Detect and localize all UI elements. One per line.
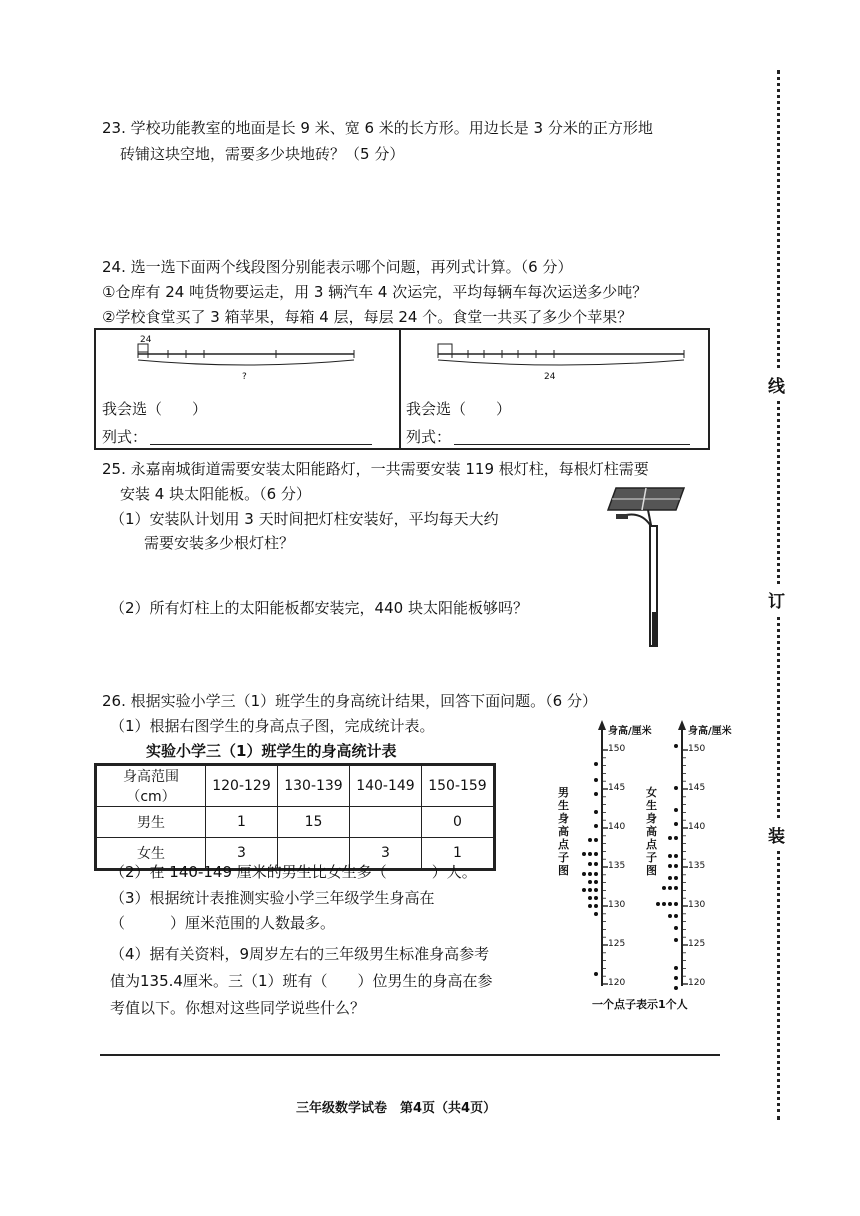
q25-part2: （2）所有灯柱上的太阳能板都安装完，440 块太阳能板够吗？ <box>110 599 528 617</box>
q25-part1-b: 需要安装多少根灯柱？ <box>144 534 295 552</box>
q24-option-1: ①仓库有 24 吨货物要运走，用 3 辆汽车 4 次运完，平均每辆车每次运送多少吨？ <box>102 283 648 301</box>
table-cell[interactable]: 3 <box>349 838 421 870</box>
female-tick-label: 130 <box>688 900 706 910</box>
female-tick-label: 150 <box>688 744 706 754</box>
male-tick-label: 125 <box>608 939 626 949</box>
q24-right-choose[interactable]: 我会选（ ） <box>406 400 512 418</box>
height-stat-table <box>94 763 496 871</box>
binding-label-ding: 订 <box>768 585 785 614</box>
female-tick-label: 140 <box>688 822 706 832</box>
table-row <box>96 807 495 838</box>
q26-part1: （1）根据右图学生的身高点子图，完成统计表。 <box>110 717 435 735</box>
q26-part3-a: （3）根据统计表推测实验小学三年级学生身高在 <box>110 889 435 907</box>
male-tick-label: 130 <box>608 900 626 910</box>
q26-table-title: 实验小学三（1）班学生的身高统计表 <box>146 742 397 760</box>
dot-plot-note: 一个点子表示1个人 <box>592 998 688 1011</box>
table-header-row <box>96 765 495 807</box>
q26-part4-c: 考值以下。你想对这些同学说些什么？ <box>110 999 366 1017</box>
male-tick-label: 145 <box>608 783 626 793</box>
table-cell[interactable]: 0 <box>421 807 494 838</box>
footer-page-info: 三年级数学试卷 第4页（共4页） <box>296 1101 497 1116</box>
table-header-cell: 140-149 <box>349 765 421 807</box>
q26-part2: （2）在 140-149 厘米的男生比女生多（ ）人。 <box>110 863 477 881</box>
q25-line1: 25. 永嘉南城街道需要安装太阳能路灯，一共需要安装 119 根灯柱，每根灯柱需要 <box>102 460 649 478</box>
table-cell[interactable]: 1 <box>206 807 278 838</box>
table-cell: 女生 <box>96 838 206 870</box>
q23-line2: 砖铺这块空地，需要多少块地砖？（5 分） <box>120 145 405 163</box>
female-tick-label: 125 <box>688 939 706 949</box>
binding-label-xian: 线 <box>768 370 785 399</box>
female-tick-label: 145 <box>688 783 706 793</box>
male-tick-label: 120 <box>608 978 626 988</box>
binding-label-zhuang: 装 <box>768 820 785 849</box>
q24-right-bottom-label: 24 <box>544 372 556 382</box>
q24-right-formula-label: 列式： <box>406 428 452 446</box>
table-cell[interactable]: 1 <box>421 838 494 870</box>
male-tick-label: 140 <box>608 822 626 832</box>
table-header-cell: 130-139 <box>277 765 349 807</box>
female-tick-label: 135 <box>688 861 706 871</box>
q26-part3-b: （ ）厘米范围的人数最多。 <box>110 914 336 932</box>
q24-right-formula-line[interactable] <box>454 444 690 445</box>
q24-left-formula-line[interactable] <box>150 444 372 445</box>
dot-plot-points <box>556 716 756 1016</box>
footer-rule <box>100 1054 720 1056</box>
q24-title: 24. 选一选下面两个线段图分别能表示哪个问题，再列式计算。（6 分） <box>102 258 573 276</box>
table-header-cell: 身高范围（cm） <box>96 765 206 807</box>
table-cell[interactable]: 15 <box>277 807 349 838</box>
q26-part4-a: （4）据有关资料，9周岁左右的三年级男生标准身高参考 <box>110 945 490 963</box>
table-header-cell: 150-159 <box>421 765 494 807</box>
table-cell: 男生 <box>96 807 206 838</box>
male-tick-label: 135 <box>608 861 626 871</box>
q24-left-top-label: 24 <box>140 335 152 345</box>
q24-left-choose[interactable]: 我会选（ ） <box>102 400 208 418</box>
q24-box-divider <box>399 330 401 448</box>
q23-line1: 23. 学校功能教室的地面是长 9 米、宽 6 米的长方形。用边长是 3 分米的正方形地 <box>102 119 653 137</box>
female-axis-label: 身高/厘米 <box>688 726 732 737</box>
male-tick-label: 150 <box>608 744 626 754</box>
q25-part1-a: （1）安装队计划用 3 天时间把灯柱安装好，平均每天大约 <box>110 510 499 528</box>
q24-answer-box <box>94 328 710 450</box>
male-plot-title: 男生身高点子图 <box>558 786 569 877</box>
q24-right-segment-diagram <box>432 334 692 390</box>
table-header-cell: 120-129 <box>206 765 278 807</box>
q25-line2: 安装 4 块太阳能板。（6 分） <box>120 485 311 503</box>
table-cell[interactable]: 3 <box>206 838 278 870</box>
female-plot-title: 女生身高点子图 <box>646 786 657 877</box>
q24-left-bottom-label: ? <box>242 372 247 382</box>
q26-title: 26. 根据实验小学三（1）班学生的身高统计结果，回答下面问题。（6 分） <box>102 692 597 710</box>
q26-part4-b: 值为135.4厘米。三（1）班有（ ）位男生的身高在参 <box>110 972 493 990</box>
q24-left-formula-label: 列式： <box>102 428 148 446</box>
q24-option-2: ②学校食堂买了 3 箱苹果，每箱 4 层，每层 24 个。食堂一共买了多少个苹果？ <box>102 308 633 326</box>
solar-street-lamp-icon <box>592 482 692 650</box>
male-axis-label: 身高/厘米 <box>608 726 652 737</box>
female-tick-label: 120 <box>688 978 706 988</box>
table-cell[interactable] <box>349 807 421 838</box>
height-dot-plots <box>556 716 756 1016</box>
